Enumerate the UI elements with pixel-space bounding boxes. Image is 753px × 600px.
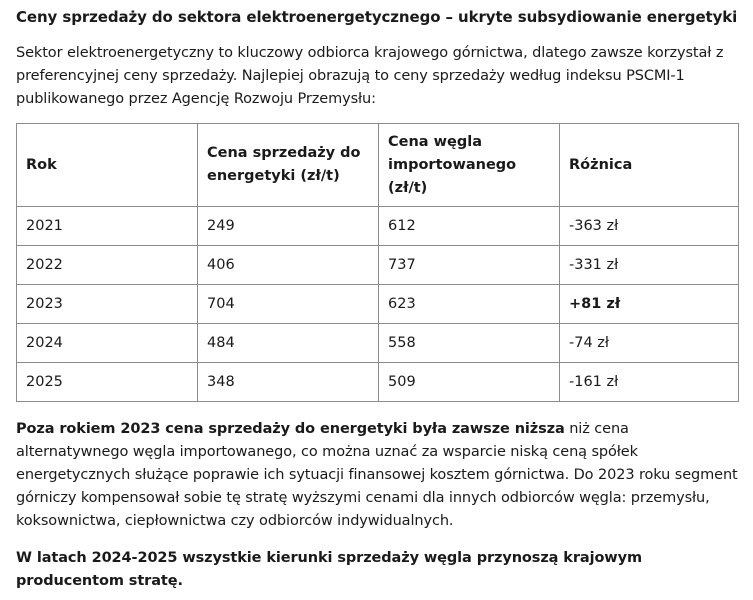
cell-import-price: 558 — [379, 324, 560, 363]
header-import-price: Cena węgla importowanego (zł/t) — [379, 124, 560, 207]
price-table — [16, 123, 739, 402]
cell-year: 2022 — [17, 246, 198, 285]
summary-bold-lead: Poza rokiem 2023 cena sprzedaży do energetyki była zawsze niższa — [16, 421, 565, 437]
table-row — [17, 363, 739, 402]
cell-import-price: 612 — [379, 207, 560, 246]
cell-year: 2024 — [17, 324, 198, 363]
cell-difference: -74 zł — [560, 324, 739, 363]
table-row — [17, 285, 739, 324]
table-header-row — [17, 124, 739, 207]
cell-import-price: 623 — [379, 285, 560, 324]
table-row — [17, 207, 739, 246]
conclusion-paragraph: W latach 2024-2025 wszystkie kierunki sprzedaży węgla przynoszą krajowym producentom stratę. — [16, 550, 642, 589]
header-year: Rok — [17, 124, 198, 207]
summary-paragraph — [16, 418, 744, 533]
table-row — [17, 324, 739, 363]
cell-difference-highlight: +81 zł — [560, 285, 739, 324]
intro-paragraph: Sektor elektroenergetyczny to kluczowy odbiorca krajowego górnictwa, dlatego zawsze korzystał z preferencyjnej ceny sprzedaży. Najlepiej obrazują to ceny sprzedaży według indeksu PSCMI-1 publikowanego przez Agencję Rozwoju Przemysłu: — [16, 45, 724, 107]
cell-year: 2023 — [17, 285, 198, 324]
header-difference: Różnica — [560, 124, 739, 207]
cell-energy-price: 348 — [198, 363, 379, 402]
cell-energy-price: 406 — [198, 246, 379, 285]
cell-difference: -161 zł — [560, 363, 739, 402]
cell-difference: -363 zł — [560, 207, 739, 246]
cell-energy-price: 704 — [198, 285, 379, 324]
cell-energy-price: 484 — [198, 324, 379, 363]
section-heading: Ceny sprzedaży do sektora elektroenergetycznego – ukryte subsydiowanie energetyki — [16, 8, 738, 26]
cell-energy-price: 249 — [198, 207, 379, 246]
cell-year: 2025 — [17, 363, 198, 402]
cell-import-price: 509 — [379, 363, 560, 402]
summary-rest: niż cena alternatywnego węgla importowanego, co można uznać za wsparcie niską ceną spółek energetycznych służące poprawie ich sytuacji finansowej kosztem górnictwa. Do 2023 roku segment górniczy kompensował sobie tę stratę wyższymi cenami dla innych odbiorców węgla: przemysłu, koksownictwa, ciepłownictwa czy odbiorców indywidualnych. — [16, 421, 738, 529]
header-energy-price: Cena sprzedaży do energetyki (zł/t) — [198, 124, 379, 207]
cell-year: 2021 — [17, 207, 198, 246]
cell-import-price: 737 — [379, 246, 560, 285]
table-row — [17, 246, 739, 285]
cell-difference: -331 zł — [560, 246, 739, 285]
article-section — [16, 0, 744, 593]
